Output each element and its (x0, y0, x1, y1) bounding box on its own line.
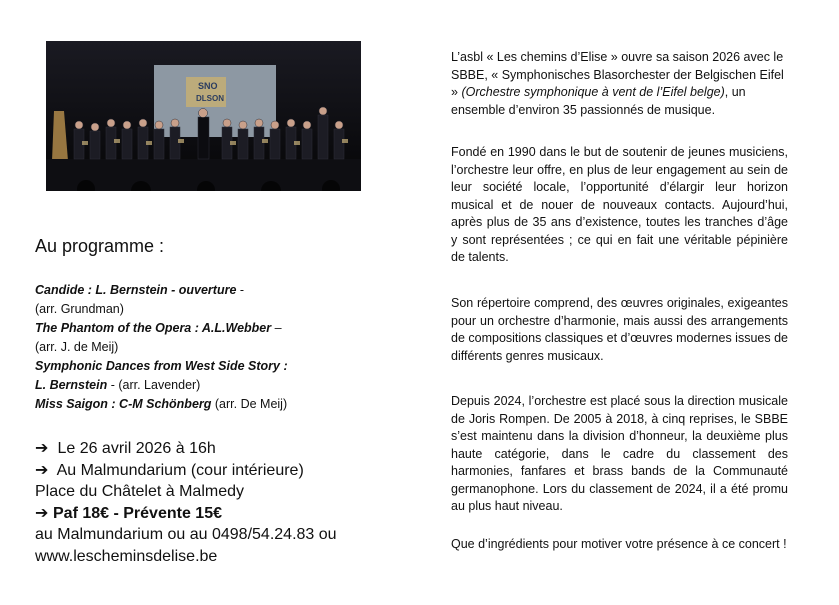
program-arranger: (arr. Grundman) (35, 302, 124, 316)
program-arranger: (arr. De Meij) (211, 397, 288, 411)
program-title-composer: L. Bernstein (35, 378, 108, 392)
description-intro: L’asbl « Les chemins d’Elise » ouvre sa saison 2026 avec le SBBE, « Symphonisches Blasorchester der Belgischen Eifel » (Orchestre symphonique à vent de l’Eifel belge), un ensemble d’environ 35 passionnés de musique. (451, 50, 784, 117)
arrow-right-icon: ➔ (35, 440, 49, 457)
event-website[interactable]: www.lescheminsdelise.be (35, 547, 218, 565)
description-closing: Que d’ingrédients pour motiver votre présence à ce concert ! (451, 537, 787, 551)
program-item (35, 376, 405, 395)
program-title: The Phantom of the Opera : A.L.Webber (35, 321, 272, 335)
event-info (35, 438, 405, 567)
program-heading: Au programme : (35, 236, 165, 256)
program-arranger: - (arr. Lavender) (107, 378, 201, 392)
event-booking: au Malmundarium ou au 0498/54.24.83 ou (35, 526, 337, 543)
program-section (35, 236, 405, 567)
screen-logo-text: SNO (198, 81, 218, 91)
arrow-right-icon: ➔ (35, 461, 49, 479)
event-venue: ➔ Au Malmundarium (cour intérieure) (35, 460, 405, 482)
description-repertoire: Son répertoire comprend, des œuvres originales, exigeantes pour un orchestre d’harmonie, mais aussi des arrangements de compositions classiques et d’œuvres modernes issues de différents genres musicaux. (451, 296, 788, 363)
program-item (35, 395, 405, 414)
program-title: Candide : L. Bernstein - ouverture (35, 283, 237, 297)
orchestra-photo (46, 41, 361, 191)
arrow-right-icon: ➔ (35, 504, 49, 522)
program-list (35, 281, 405, 414)
program-title: Symphonic Dances from West Side Story : (35, 359, 288, 373)
program-title: Miss Saigon : C-M Schönberg (35, 397, 212, 411)
svg-text:DLSON: DLSON (196, 94, 224, 103)
event-price: ➔ Paf 18€ - Prévente 15€ (35, 503, 405, 525)
event-date: ➔ Le 26 avril 2026 à 16h (35, 438, 405, 460)
orchestra-illustration (46, 41, 361, 191)
event-address: Place du Châtelet à Malmedy (35, 483, 244, 500)
program-arranger: (arr. J. de Meij) (35, 340, 119, 354)
program-item: The Phantom of the Opera : A.L.Webber – (35, 321, 282, 335)
description-history: Fondé en 1990 dans le but de soutenir de jeunes musiciens, l’orchestre leur offre, en plus de leur engagement au sein de leur société locale, l’opportunité d’élargir leur horizon musical et de nouer de nouveaux contacts. Aujourd’hui, après plus de 35 ans d’existence, toutes les tranches d’âge y sont représentées ; ce qui en fait une véritable pépinière de talents. (451, 145, 788, 264)
program-item: Candide : L. Bernstein - ouverture - (35, 283, 245, 297)
description-direction: Depuis 2024, l’orchestre est placé sous la direction musicale de Joris Rompen. De 2005 à 2018, à cinq reprises, le SBBE s’est maintenu dans la division d’honneur, la deuxième plus haute catégorie, dans le cadre du classement des harmonies, fanfares et brass bands de la Communauté germanophone. Lors du classement de 2024, il a été promu au plus haut niveau. (451, 394, 788, 513)
